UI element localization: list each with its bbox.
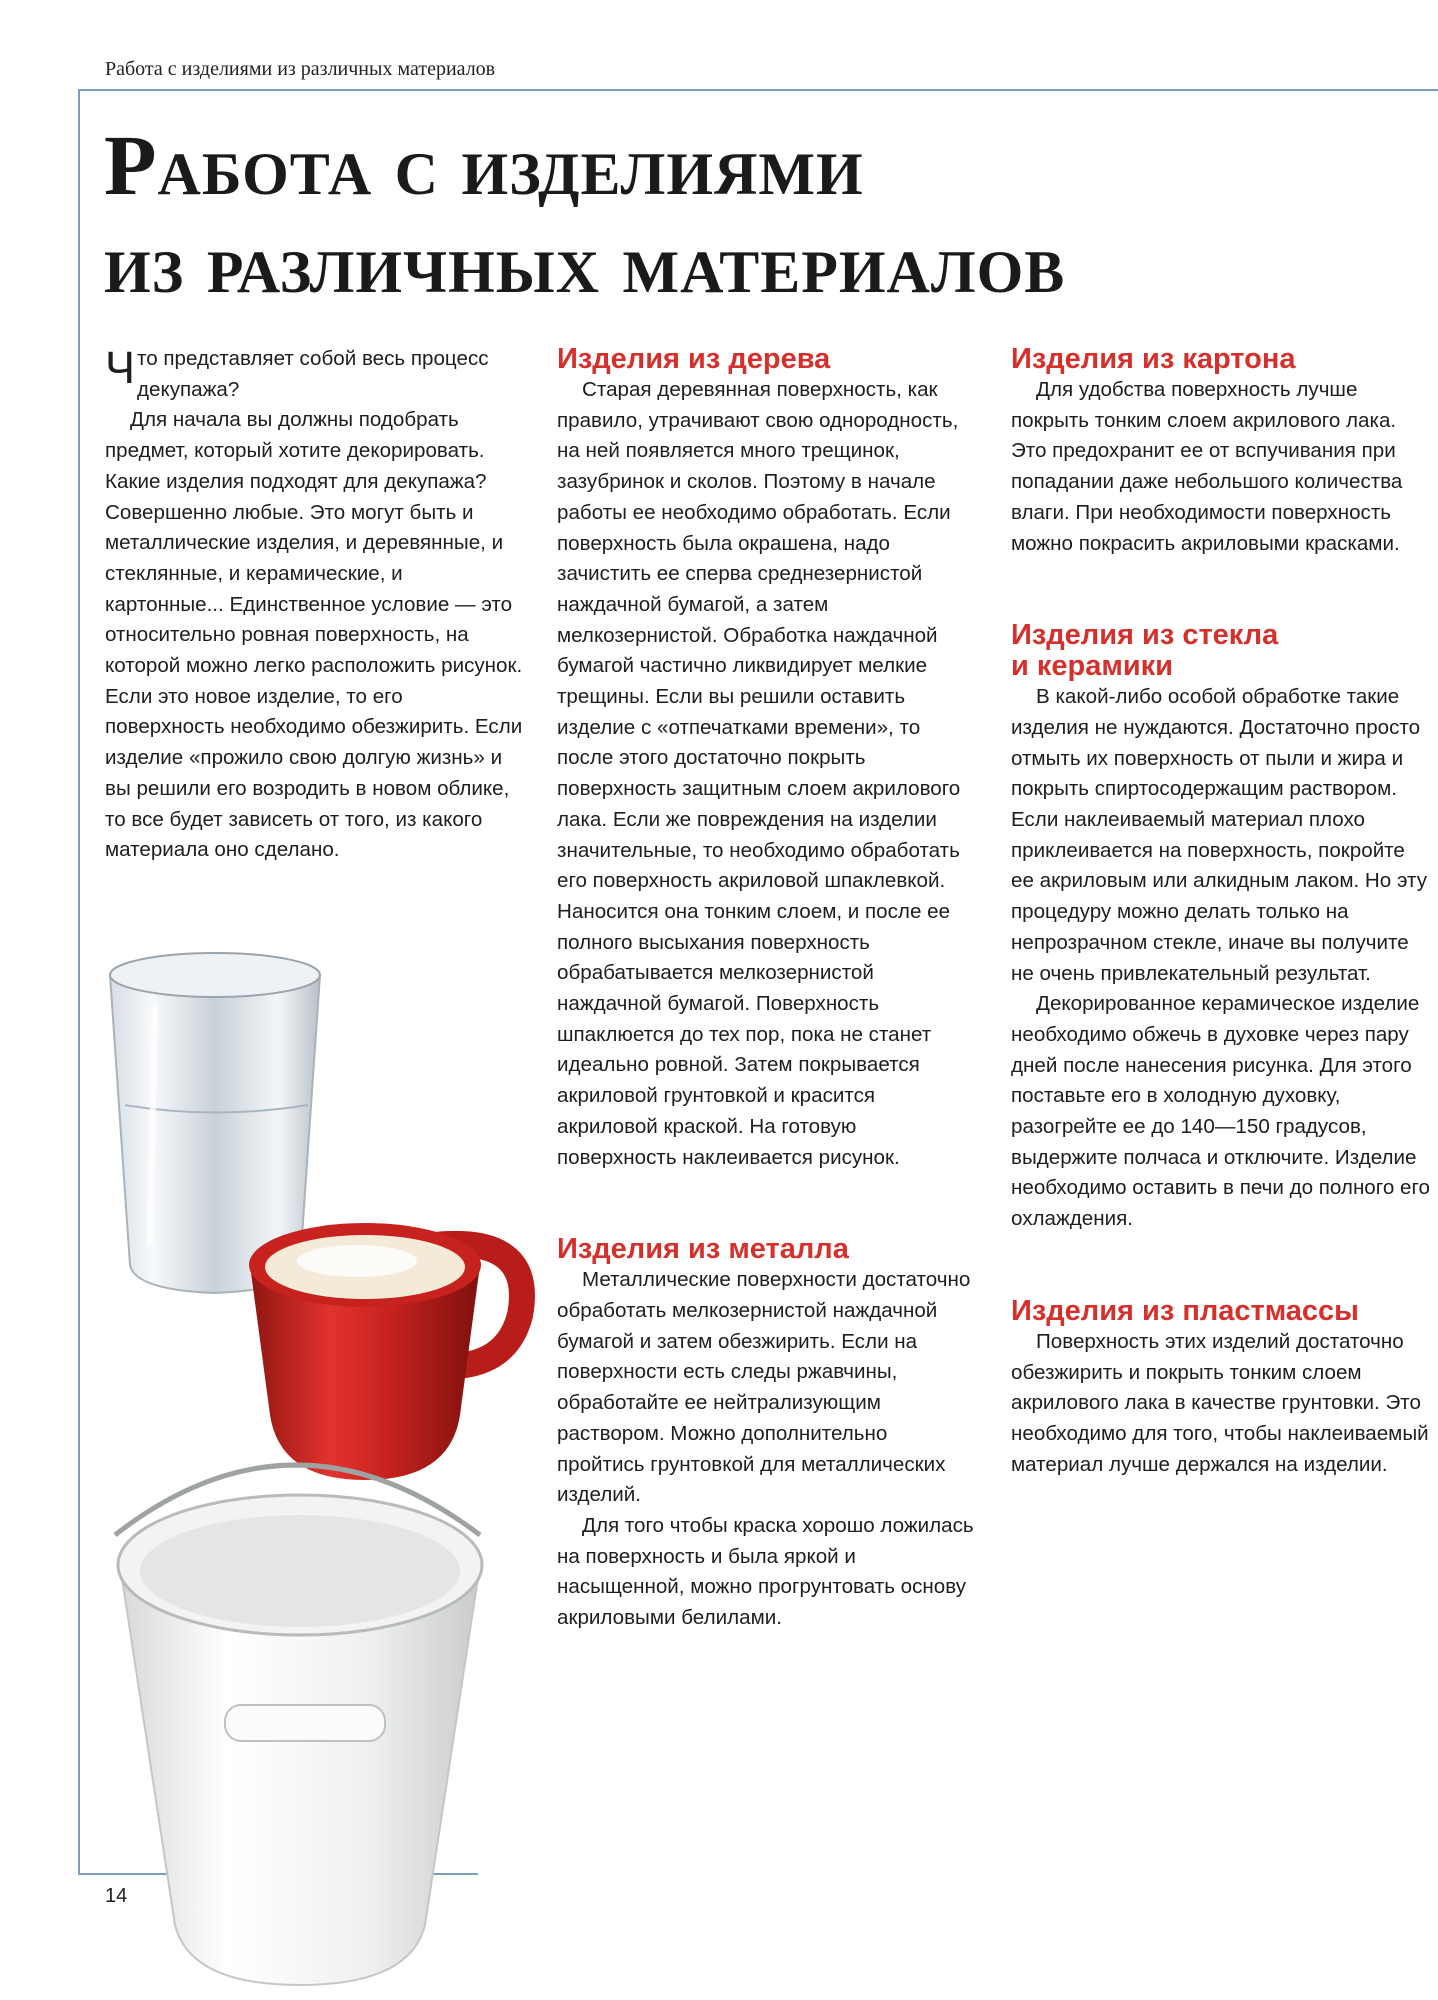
heading-glass-line-2: и керамики — [1011, 650, 1173, 683]
column-cardboard-glass-plastic — [1011, 344, 1431, 1480]
metal-text-2: Для того чтобы краска хорошо ложилась на поверхность и была яркой и насыщенной, можно прогрунтовать основу акриловыми белилами. — [557, 1513, 974, 1630]
wood-text: Старая деревянная поверхность, как правило, утрачивают свою однородность, на ней появляется много трещинок, зазубринок и сколов. Поэтому в начале работы ее необходимо обработать. Если поверхность была окрашена, надо зачистить ее сперва среднезернистой наждачной бумагой, а затем мелкозернистой. Обработка наждачной бумагой частично ликвидирует мелкие трещины. Если вы решили оставить изделие с «отпечатками времени», то после этого достаточно покрыть поверхность защитным слоем акрилового лака. Если же повреждения на изделии значительные, то необходимо обработать его поверхность акриловой шпаклевкой. Наносится она тонким слоем, и после ее полного высыхания поверхность обрабатывается мелкозернистой наждачной бумагой. Поверхность шпаклюется до тех пор, пока не станет идеально ровной. Затем покрывается акриловой грунтовкой и красится акриловой краской. На готовую поверхность наклеивается рисунок. — [557, 378, 961, 1169]
heading-metal: Изделия из металла — [557, 1233, 849, 1266]
glass-text-1: В какой-либо особой обработке такие изделия не нуждаются. Достаточно просто отмыть их поверхность от пыли и жира и покрыть спиртосодержащим раствором. Если наклеиваемый материал плохо приклеивается на поверхность, покройте ее акриловым или алкидным лаком. Но эту процедуру можно делать только на непрозрачном стекле, иначе вы получите не очень привлекательный результат. — [1011, 685, 1427, 985]
drop-cap: Ч — [105, 342, 135, 393]
heading-plastic: Изделия из пластмассы — [1011, 1294, 1359, 1327]
intro-body: Для начала вы должны подобрать предмет, который хотите декорировать. Какие изделия подходят для декупажа? Совершенно любые. Это могут быть и металлические изделия, и деревянные, и стеклянные, и керамические, и картонные... Единственное условие — это относительно ровная поверхность, на которой можно легко расположить рисунок. Если это новое изделие, то его поверхность необходимо обезжирить. Если изделие «прожило свою долгую жизнь» и вы решили его возродить в новом облике, то все будет зависеть от того, из какого материала оно сделано. — [105, 408, 523, 862]
illustration-vessels — [95, 945, 550, 2000]
glass-text-2: Декорированное керамическое изделие необходимо обжечь в духовке через пару дней после нанесения рисунка. Для этого поставьте его в холодную духовку, разогрейте ее до 140—150 градусов, выдержите полчаса и отключите. Изделие необходимо оставить в печи до полного его охлаждения. — [1011, 992, 1430, 1231]
heading-wood: Изделия из дерева — [557, 343, 831, 375]
page-title-line-2: из различных материалов — [104, 215, 1066, 311]
plastic-text: Поверхность этих изделий достаточно обезжирить и покрыть тонким слоем акрилового лака в качестве грунтовки. Это необходимо для того, чтобы наклеиваемый материал лучше держался на изделии. — [1011, 1329, 1429, 1476]
running-head: Работа с изделиями из различных материалов — [105, 58, 496, 80]
red-cup-image — [249, 1223, 522, 1480]
frame-top-rule — [78, 89, 1438, 91]
intro-column — [105, 344, 525, 866]
page-title-line-1: Работа с изделиями — [104, 117, 864, 213]
intro-question — [105, 344, 525, 405]
heading-cardboard: Изделия из картона — [1011, 343, 1296, 375]
frame-left-rule — [78, 89, 80, 1874]
white-bucket-image — [115, 1465, 482, 1985]
intro-question-text: то представляет собой весь процесс декупажа? — [137, 347, 489, 401]
heading-glass — [1011, 620, 1431, 682]
column-wood-metal — [557, 344, 977, 1634]
heading-glass-line-1: Изделия из стекла — [1011, 619, 1279, 652]
metal-text-1: Металлические поверхности достаточно обработать мелкозернистой наждачной бумагой и затем обезжирить. Если на поверхности есть следы ржавчины, обработайте ее нейтрализующим раствором. Можно дополнительно пройтись грунтовкой для металлических изделий. — [557, 1268, 971, 1507]
page-number: 14 — [105, 1885, 128, 1907]
page-title — [104, 116, 1065, 312]
cardboard-text: Для удобства поверхность лучше покрыть тонким слоем акрилового лака. Это предохранит ее от вспучивания при попадании даже небольшого количества влаги. При необходимости поверхность можно покрасить акриловыми красками. — [1011, 378, 1403, 555]
